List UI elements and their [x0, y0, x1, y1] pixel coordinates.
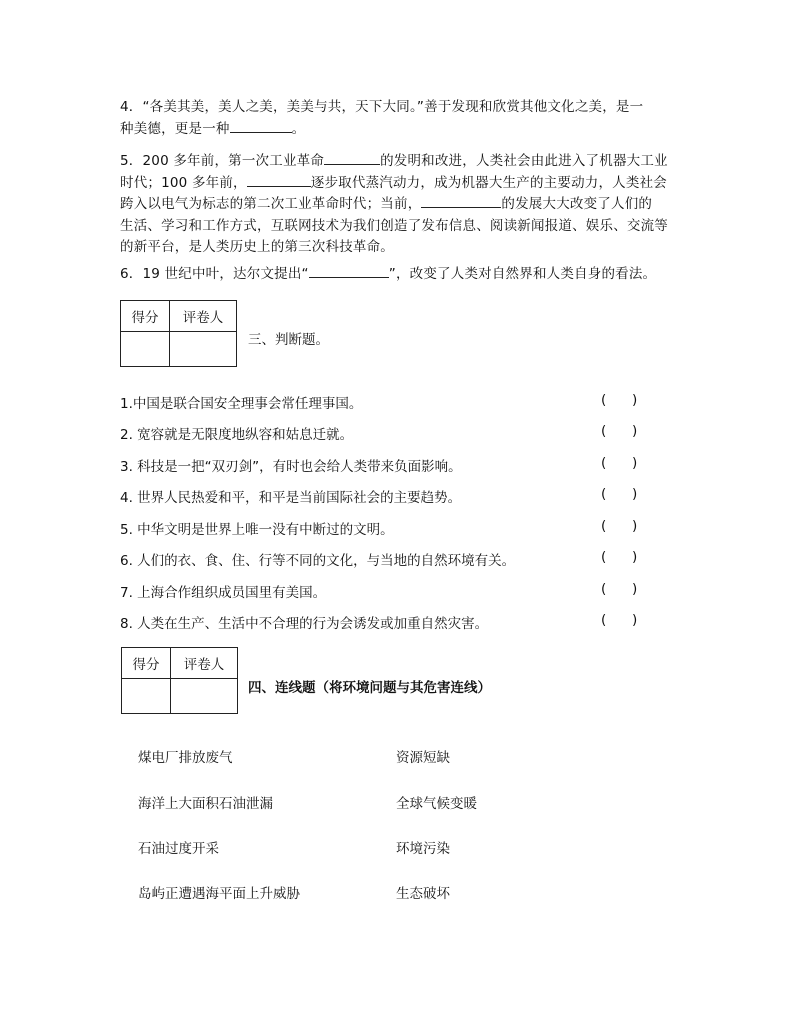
- answer-paren[interactable]: ( ): [601, 486, 638, 502]
- judgment-text: 3. 科技是一把“双刃剑”，有时也会给人类带来负面影响。: [120, 459, 462, 475]
- question-5-text: 生活、学习和工作方式，互联网技术为我们创造了发布信息、阅读新闻报道、娱乐、交流等: [120, 217, 668, 234]
- grader-cell[interactable]: [170, 332, 237, 367]
- score-label: 得分: [121, 301, 170, 332]
- judgment-text: 1.中国是联合国安全理事会常任理事国。: [120, 396, 363, 412]
- question-5-text: 时代；100 多年前，: [120, 174, 247, 191]
- answer-paren[interactable]: ( ): [601, 549, 638, 565]
- match-left-item[interactable]: 煤电厂排放废气: [138, 750, 233, 766]
- judgment-text: 6. 人们的衣、食、住、行等不同的文化，与当地的自然环境有关。: [120, 553, 516, 569]
- judgment-item: [120, 392, 640, 412]
- answer-paren[interactable]: ( ): [601, 612, 638, 628]
- question-4-text: 4．“各美其美，美人之美，美美与共，天下大同。”善于发现和欣赏其他文化之美，是一: [120, 99, 644, 115]
- judgment-item: [120, 423, 640, 443]
- grader-label: 评卷人: [170, 301, 237, 332]
- question-5-text: 跨入以电气为标志的第二次工业革命时代；当前，: [120, 196, 422, 212]
- grader-cell[interactable]: [171, 679, 238, 714]
- question-6-text: ”，改变了人类对自然界和人类自身的看法。: [388, 266, 657, 282]
- answer-paren[interactable]: ( ): [601, 581, 638, 597]
- match-right-item[interactable]: 资源短缺: [396, 750, 450, 766]
- section-3-title: 三、判断题。: [248, 332, 329, 348]
- match-right-item[interactable]: 生态破坏: [396, 886, 450, 902]
- answer-paren[interactable]: ( ): [601, 455, 638, 471]
- judgment-item: [120, 612, 640, 632]
- match-left-item[interactable]: 岛屿正遭遇海平面上升威胁: [138, 886, 300, 902]
- judgment-item: [120, 455, 640, 475]
- question-4-end: 。: [291, 120, 306, 137]
- question-5-text: 的新平台，是人类历史上的第三次科技革命。: [120, 239, 394, 255]
- judgment-text: 8. 人类在生产、生活中不合理的行为会诱发或加重自然灾害。: [120, 616, 489, 632]
- question-5-text: 5．200 多年前，第一次工业革命: [120, 153, 325, 169]
- answer-paren[interactable]: ( ): [601, 392, 638, 408]
- answer-blank[interactable]: [324, 151, 380, 165]
- judgment-item: [120, 518, 640, 538]
- judgment-text: 5. 中华文明是世界上唯一没有中断过的文明。: [120, 522, 394, 538]
- match-right-item[interactable]: 全球气候变暖: [396, 796, 477, 812]
- answer-blank[interactable]: [309, 264, 389, 278]
- section-4-title: 四、连线题（将环境问题与其危害连线）: [248, 680, 491, 696]
- question-4-text-2: 种美德，更是一种: [120, 120, 230, 137]
- score-box: [121, 647, 238, 714]
- match-left-item[interactable]: 石油过度开采: [138, 841, 219, 857]
- question-6-text: 6．19 世纪中叶，达尔文提出“: [120, 266, 309, 282]
- answer-blank[interactable]: [247, 173, 311, 187]
- grader-label: 评卷人: [171, 648, 238, 679]
- judgment-item: [120, 549, 640, 569]
- score-label: 得分: [122, 648, 171, 679]
- question-5: [120, 151, 680, 259]
- score-cell[interactable]: [121, 332, 170, 367]
- question-4: [120, 97, 680, 140]
- score-cell[interactable]: [122, 679, 171, 714]
- answer-paren[interactable]: ( ): [601, 518, 638, 534]
- judgment-item: [120, 581, 640, 601]
- match-left-item[interactable]: 海洋上大面积石油泄漏: [138, 796, 273, 812]
- question-6: [120, 264, 680, 286]
- question-5-text: 的发展大大改变了人们的: [501, 196, 653, 212]
- score-box: [120, 300, 237, 367]
- judgment-item: [120, 486, 640, 506]
- judgment-text: 7. 上海合作组织成员国里有美国。: [120, 585, 327, 601]
- match-right-item[interactable]: 环境污染: [396, 841, 450, 857]
- judgment-text: 4. 世界人民热爱和平，和平是当前国际社会的主要趋势。: [120, 490, 462, 506]
- answer-blank[interactable]: [421, 194, 501, 208]
- answer-blank[interactable]: [230, 119, 292, 133]
- answer-paren[interactable]: ( ): [601, 423, 638, 439]
- judgment-text: 2. 宽容就是无限度地纵容和姑息迁就。: [120, 427, 354, 443]
- question-5-text: 的发明和改进，人类社会由此进入了机器大工业: [380, 153, 668, 169]
- question-5-text: 逐步取代蒸汽动力，成为机器大生产的主要动力，人类社会: [310, 174, 667, 191]
